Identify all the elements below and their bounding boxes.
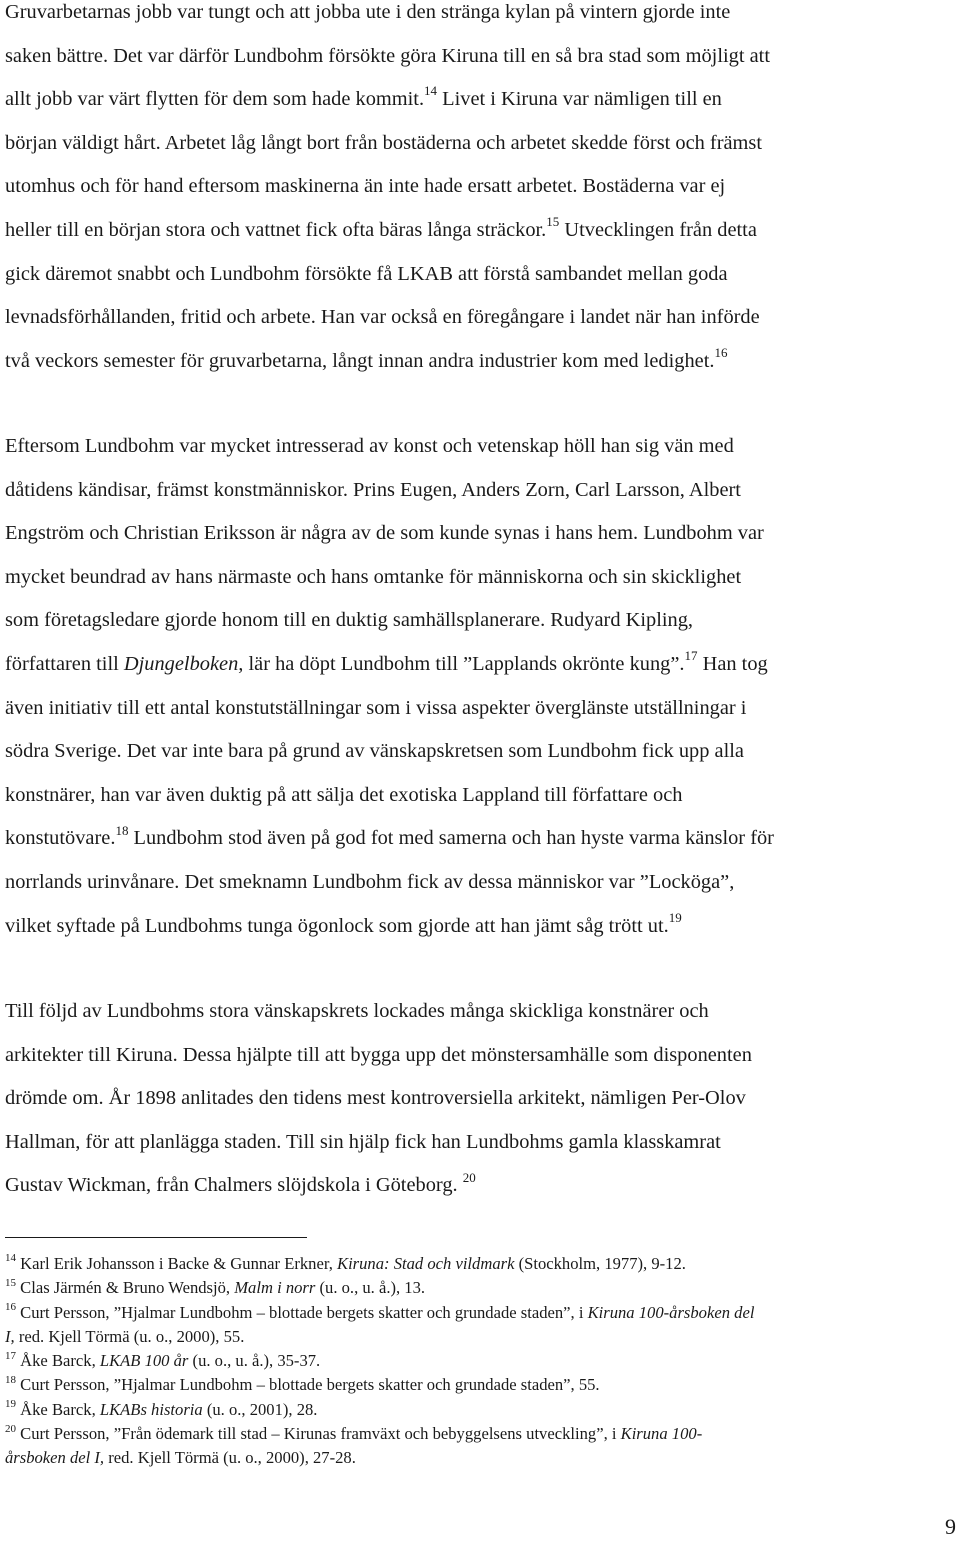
footnote-ref: 15: [546, 214, 560, 230]
text-run: Åke Barck,: [16, 1399, 100, 1419]
text-line: [5, 512, 774, 556]
text-run: allt jobb var värt flytten för dem som hade kommit.: [5, 88, 425, 111]
footnote-line: [5, 1398, 960, 1422]
text-run: författaren till: [5, 652, 124, 675]
footnote-line: [5, 1446, 960, 1470]
footnote-separator: [5, 1237, 307, 1238]
page-number: 9: [945, 1514, 956, 1539]
text-run: Åke Barck,: [16, 1351, 100, 1371]
text-run: drömde om. År 1898 anlitades den tidens mest kontroversiella arkitekt, nämligen Per-Olov: [5, 1087, 746, 1110]
text-line: [5, 1034, 752, 1078]
text-run: red. Kjell Törmä (u. o., 2000), 27-28.: [104, 1448, 356, 1468]
footnote-line: [5, 1373, 960, 1397]
text-run: norrlands urinvånare. Det smeknamn Lundbohm fick av dessa människor var ”Locköga”,: [5, 870, 735, 893]
text-run: Clas Järmén & Bruno Wendsjö,: [16, 1278, 235, 1298]
text-run: Gruvarbetarnas jobb var tungt och att jobba ute i den stränga kylan på vintern gjorde inte: [5, 1, 731, 23]
text-run: Han tog: [697, 652, 768, 675]
text-run: Curt Persson, ”Hjalmar Lundbohm – blottade bergets skatter och grundade staden”, 55.: [16, 1375, 600, 1395]
text-run: Eftersom Lundbohm var mycket intresserad av konst och vetenskap höll han sig vän med: [5, 435, 734, 457]
text-line: [5, 905, 774, 949]
footnote-line: [5, 1422, 960, 1446]
text-line: [5, 643, 774, 687]
italic-text: I,: [5, 1326, 15, 1346]
footnote-line: [5, 1301, 960, 1325]
italic-text: Djungelboken,: [123, 652, 244, 675]
footnote-ref: 14: [5, 1252, 16, 1265]
footnote-line: [5, 1325, 960, 1349]
text-run: heller till en början stora och vattnet fick ofta bäras långa sträckor.: [5, 218, 547, 241]
footnotes: [5, 1252, 960, 1471]
text-run: Curt Persson, ”Från ödemark till stad – Kirunas framväxt och bebyggelsens utveckling”, i: [16, 1424, 621, 1444]
text-line: [5, 861, 774, 905]
footnote-ref: 17: [684, 648, 698, 664]
text-run: Livet i Kiruna var nämligen till en: [437, 88, 722, 111]
text-run: även initiativ till ett antal konstutställningar som i vissa aspekter överglänste utställningar i: [5, 696, 747, 719]
footnote-ref: 16: [5, 1301, 16, 1314]
text-run: (u. o., u. å.), 35-37.: [188, 1351, 321, 1371]
text-run: mycket beundrad av hans närmaste och hans omtanke för människorna och sin skicklighet: [5, 565, 742, 588]
text-line: [5, 253, 770, 297]
text-run: Hallman, för att planlägga staden. Till sin hjälp fick han Lundbohms gamla klasskamrat: [5, 1130, 721, 1153]
italic-text: Malm i norr: [234, 1278, 316, 1298]
text-line: [5, 78, 770, 122]
text-run: (u. o., u. å.), 13.: [315, 1278, 426, 1298]
text-run: Engström och Christian Eriksson är några av de som kunde synas i hans hem. Lundbohm var: [5, 522, 764, 545]
text-run: levnadsförhållanden, fritid och arbete. Han var också en föregångare i landet när han införde: [5, 306, 760, 329]
text-run: början väldigt hårt. Arbetet låg långt bort från bostäderna och arbetet skedde först och främst: [5, 131, 763, 154]
text-line: [5, 556, 774, 600]
text-line: [5, 817, 774, 861]
text-run: vilket syftade på Lundbohms tunga ögonlock som gjorde att han jämt såg trött ut.: [5, 914, 669, 937]
footnote-line: [5, 1349, 960, 1373]
text-run: Utvecklingen från detta: [559, 218, 757, 241]
body-paragraph-3: [5, 990, 752, 1208]
text-line: [5, 687, 774, 731]
text-run: (u. o., 2001), 28.: [202, 1399, 318, 1419]
footnote-ref: 18: [5, 1373, 16, 1386]
text-line: [5, 1164, 752, 1208]
text-run: lär ha döpt Lundbohm till ”Lapplands okrönte kung”.: [243, 652, 685, 675]
text-line: [5, 599, 774, 643]
body-paragraph-2: [5, 425, 774, 948]
footnote-line: [5, 1252, 960, 1276]
text-run: Curt Persson, ”Hjalmar Lundbohm – blottade bergets skatter och grundade staden”, i: [16, 1302, 588, 1322]
text-line: [5, 469, 774, 513]
footnote-ref: 19: [5, 1398, 16, 1411]
footnote-ref: 16: [714, 344, 728, 360]
text-run: gick däremot snabbt och Lundbohm försökte få LKAB att förstå sambandet mellan goda: [5, 262, 728, 285]
text-line: [5, 990, 752, 1034]
text-run: Lundbohm stod även på god fot med samerna och han hyste varma känslor för: [128, 827, 774, 850]
italic-text: LKABs historia: [99, 1399, 203, 1419]
italic-text: Kiruna 100-årsboken del: [587, 1302, 755, 1322]
text-run: utomhus och för hand eftersom maskinerna än inte hade ersatt arbetet. Bostäderna var ej: [5, 175, 726, 198]
text-run: arkitekter till Kiruna. Dessa hjälpte till att bygga upp det mönstersamhälle som disponenten: [5, 1043, 752, 1066]
text-run: dåtidens kändisar, främst konstmänniskor. Prins Eugen, Anders Zorn, Carl Larsson, Albert: [5, 478, 741, 501]
footnote-ref: 20: [462, 1169, 476, 1185]
text-run: konstnärer, han var även duktig på att sälja det exotiska Lappland till författare och: [5, 783, 683, 806]
footnote-ref: 20: [5, 1422, 16, 1435]
italic-text: årsboken del I,: [5, 1448, 105, 1468]
italic-text: LKAB 100 år: [99, 1351, 189, 1371]
text-line: [5, 1121, 752, 1165]
italic-text: Kiruna: Stad och vildmark: [337, 1254, 515, 1273]
text-line: [5, 1077, 752, 1121]
text-run: (Stockholm, 1977), 9-12.: [514, 1254, 686, 1273]
footnote-ref: 14: [424, 83, 438, 99]
text-run: Karl Erik Johansson i Backe & Gunnar Erkner,: [16, 1254, 337, 1273]
text-line: [5, 0, 770, 35]
text-line: [5, 730, 774, 774]
text-line: [5, 165, 770, 209]
footnote-ref: 15: [5, 1276, 16, 1289]
text-line: [5, 296, 770, 340]
text-line: [5, 122, 770, 166]
text-run: red. Kjell Törmä (u. o., 2000), 55.: [14, 1326, 245, 1346]
text-line: [5, 425, 774, 469]
text-run: som företagsledare gjorde honom till en duktig samhällsplanerare. Rudyard Kipling,: [5, 609, 694, 632]
text-run: Gustav Wickman, från Chalmers slöjdskola i Göteborg.: [5, 1174, 463, 1197]
text-run: saken bättre. Det var därför Lundbohm försökte göra Kiruna till en så bra stad som möjligt att: [5, 44, 771, 67]
footnote-ref: 19: [668, 909, 682, 925]
text-line: [5, 35, 770, 79]
footnote-ref: 18: [115, 822, 129, 838]
body-paragraph-1: [5, 0, 770, 383]
italic-text: Kiruna 100-: [620, 1424, 703, 1444]
text-run: Till följd av Lundbohms stora vänskapskrets lockades många skickliga konstnärer och: [5, 1000, 709, 1022]
text-run: konstutövare.: [5, 827, 116, 850]
text-line: [5, 774, 774, 818]
footnote-line: [5, 1276, 960, 1300]
text-run: södra Sverige. Det var inte bara på grund av vänskapskretsen som Lundbohm fick upp alla: [5, 740, 744, 763]
footnote-ref: 17: [5, 1349, 16, 1362]
text-run: två veckors semester för gruvarbetarna, långt innan andra industrier kom med ledighet.: [5, 349, 715, 372]
text-line: [5, 340, 770, 384]
text-line: [5, 209, 770, 253]
